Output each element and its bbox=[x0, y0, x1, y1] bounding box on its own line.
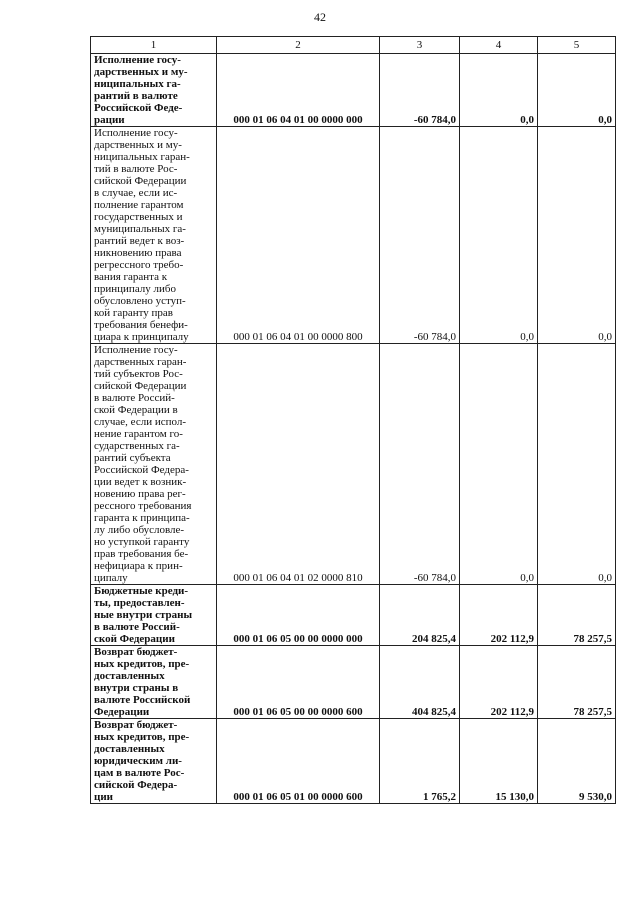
column-header-5: 5 bbox=[538, 37, 616, 54]
row-name-line: муниципальных га- bbox=[94, 223, 186, 235]
row-name-cell bbox=[91, 646, 217, 719]
row-name-line: доставленных bbox=[94, 670, 165, 682]
header-row bbox=[91, 37, 616, 54]
row-value-col4: 202 112,9 bbox=[460, 646, 538, 719]
row-name-line: ных кредитов, пре- bbox=[94, 658, 190, 670]
row-name-cell bbox=[91, 127, 217, 344]
row-value-col3: -60 784,0 bbox=[380, 54, 460, 127]
row-name-line: дарственных и му- bbox=[94, 139, 182, 151]
row-name-line: нение гарантом го- bbox=[94, 428, 183, 440]
row-name-line: ниципальных га- bbox=[94, 78, 181, 90]
table-row bbox=[91, 719, 616, 804]
row-name-line: дарственных гаран- bbox=[94, 356, 187, 368]
row-value-col3: 204 825,4 bbox=[380, 585, 460, 646]
row-name-line: рессного требования bbox=[94, 500, 192, 512]
page-number: 42 bbox=[314, 10, 326, 24]
row-name-line: тий в валюте Рос- bbox=[94, 163, 178, 175]
row-value-col5: 0,0 bbox=[538, 127, 616, 344]
row-value-col3: 404 825,4 bbox=[380, 646, 460, 719]
row-name-cell bbox=[91, 719, 217, 804]
row-name-line: ской Федерации bbox=[94, 633, 175, 645]
row-name-line: ные внутри страны bbox=[94, 609, 193, 621]
row-value-col3: -60 784,0 bbox=[380, 344, 460, 585]
row-name-line: Исполнение госу- bbox=[94, 54, 181, 66]
row-name-line: внутри страны в bbox=[94, 682, 179, 694]
row-name-line: лу либо обусловле- bbox=[94, 524, 185, 536]
row-value-col4: 0,0 bbox=[460, 54, 538, 127]
row-name-line: ципалу bbox=[94, 572, 128, 584]
row-value-col4: 0,0 bbox=[460, 344, 538, 585]
row-name-line: кой гаранту прав bbox=[94, 307, 173, 319]
row-value-col4: 15 130,0 bbox=[460, 719, 538, 804]
row-code-cell: 000 01 06 04 01 02 0000 810 bbox=[217, 344, 380, 585]
row-name-line: требования бенефи- bbox=[94, 319, 188, 331]
row-name-line: Бюджетные креди- bbox=[94, 585, 189, 597]
row-name-line: Российской Феде- bbox=[94, 102, 183, 114]
column-header-4: 4 bbox=[460, 37, 538, 54]
row-name-line: сийской Федера- bbox=[94, 779, 178, 791]
row-name-line: обусловлено уступ- bbox=[94, 295, 186, 307]
row-name-line: никновению права bbox=[94, 247, 182, 259]
row-name-line: прав требования бе- bbox=[94, 548, 189, 560]
column-header-1: 1 bbox=[91, 37, 217, 54]
column-header-2: 2 bbox=[217, 37, 380, 54]
row-value-col4: 0,0 bbox=[460, 127, 538, 344]
row-name-line: государственных и bbox=[94, 211, 183, 223]
row-name-line: сийской Федерации bbox=[94, 380, 187, 392]
row-code-cell: 000 01 06 05 00 00 0000 000 bbox=[217, 585, 380, 646]
row-name-line: ных кредитов, пре- bbox=[94, 731, 190, 743]
row-value-col3: 1 765,2 bbox=[380, 719, 460, 804]
row-code-cell: 000 01 06 05 00 00 0000 600 bbox=[217, 646, 380, 719]
row-name-line: ниципальных гаран- bbox=[94, 151, 190, 163]
row-name-line: ской Федерации в bbox=[94, 404, 178, 416]
row-name-line: рантий в валюте bbox=[94, 90, 178, 102]
row-name-line: Возврат бюджет- bbox=[94, 719, 178, 731]
table-row bbox=[91, 54, 616, 127]
row-name-line: новению права рег- bbox=[94, 488, 186, 500]
row-code-cell: 000 01 06 05 01 00 0000 600 bbox=[217, 719, 380, 804]
row-value-col5: 78 257,5 bbox=[538, 585, 616, 646]
row-name-line: гаранта к принципа- bbox=[94, 512, 190, 524]
row-name-line: ции ведет к возник- bbox=[94, 476, 187, 488]
row-name-line: регрессного требо- bbox=[94, 259, 184, 271]
row-value-col5: 9 530,0 bbox=[538, 719, 616, 804]
row-name-line: в валюте Россий- bbox=[94, 621, 180, 633]
row-name-line: сударственных га- bbox=[94, 440, 180, 452]
row-name-line: ции bbox=[94, 791, 114, 803]
row-code-cell: 000 01 06 04 01 00 0000 000 bbox=[217, 54, 380, 127]
row-name-line: рации bbox=[94, 114, 125, 126]
row-name-line: сийской Федерации bbox=[94, 175, 187, 187]
table-body bbox=[91, 54, 616, 804]
row-value-col5: 78 257,5 bbox=[538, 646, 616, 719]
row-name-line: валюте Российской bbox=[94, 694, 191, 706]
row-name-line: нефициара к прин- bbox=[94, 560, 183, 572]
table-row bbox=[91, 646, 616, 719]
row-name-line: в случае, если ис- bbox=[94, 187, 178, 199]
row-name-line: циара к принципалу bbox=[94, 331, 189, 343]
row-name-line: цам в валюте Рос- bbox=[94, 767, 185, 779]
row-code-cell: 000 01 06 04 01 00 0000 800 bbox=[217, 127, 380, 344]
column-header-3: 3 bbox=[380, 37, 460, 54]
row-name-line: полнение гарантом bbox=[94, 199, 184, 211]
row-name-line: Исполнение госу- bbox=[94, 344, 178, 356]
row-name-cell bbox=[91, 585, 217, 646]
row-name-line: тий субъектов Рос- bbox=[94, 368, 183, 380]
row-value-col5: 0,0 bbox=[538, 344, 616, 585]
row-name-cell bbox=[91, 54, 217, 127]
row-name-line: принципалу либо bbox=[94, 283, 177, 295]
row-name-line: вания гаранта к bbox=[94, 271, 168, 283]
row-name-line: в валюте Россий- bbox=[94, 392, 175, 404]
row-value-col5: 0,0 bbox=[538, 54, 616, 127]
row-name-line: Российской Федера- bbox=[94, 464, 189, 476]
table-row bbox=[91, 344, 616, 585]
row-name-line: случае, если испол- bbox=[94, 416, 186, 428]
row-name-line: ты, предоставлен- bbox=[94, 597, 185, 609]
row-name-line: Исполнение госу- bbox=[94, 127, 178, 139]
row-name-line: Возврат бюджет- bbox=[94, 646, 178, 658]
row-name-line: юридическим ли- bbox=[94, 755, 182, 767]
row-name-line: Федерации bbox=[94, 706, 150, 718]
row-value-col3: -60 784,0 bbox=[380, 127, 460, 344]
table-row bbox=[91, 127, 616, 344]
row-name-line: доставленных bbox=[94, 743, 165, 755]
row-name-line: дарственных и му- bbox=[94, 66, 188, 78]
row-name-line: рантий субъекта bbox=[94, 452, 171, 464]
budget-table bbox=[90, 36, 616, 804]
table-row bbox=[91, 585, 616, 646]
row-name-cell bbox=[91, 344, 217, 585]
row-value-col4: 202 112,9 bbox=[460, 585, 538, 646]
row-name-line: рантий ведет к воз- bbox=[94, 235, 185, 247]
row-name-line: но уступкой гаранту bbox=[94, 536, 190, 548]
